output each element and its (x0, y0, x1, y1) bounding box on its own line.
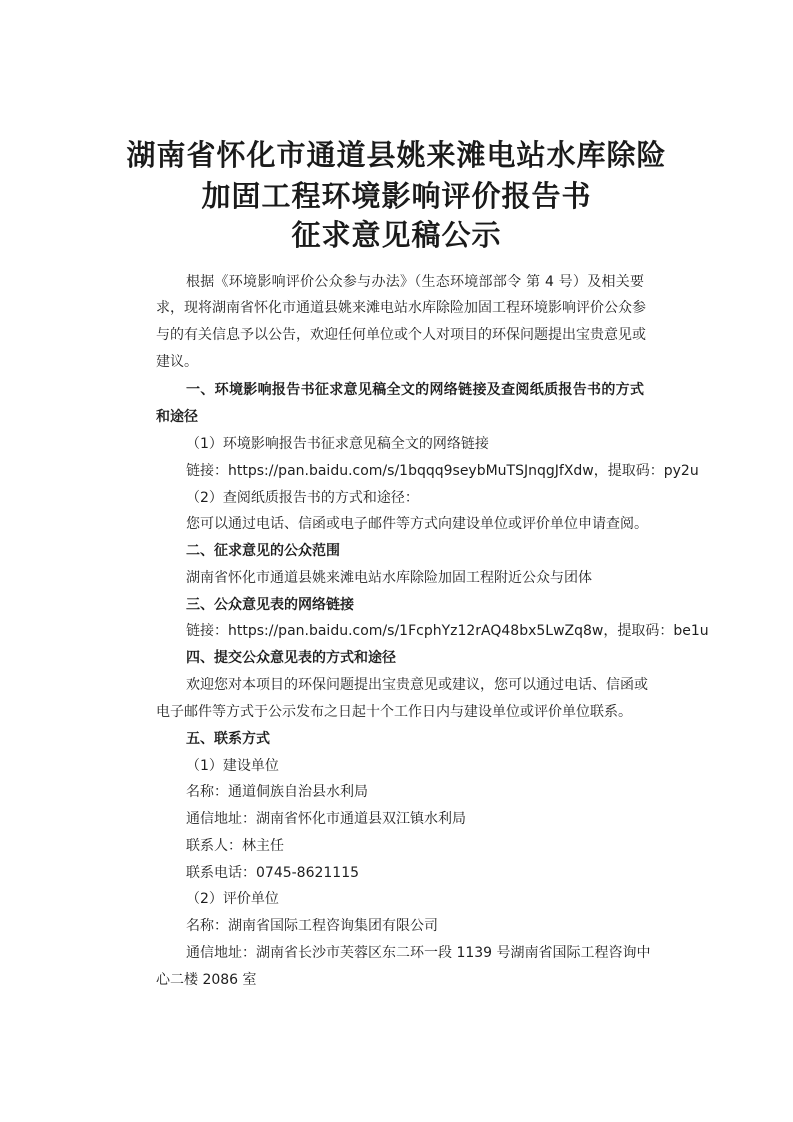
section-1-sub-2: （2）查阅纸质报告书的方式和途径： (186, 490, 419, 506)
evaluator-address-cont: 心二楼 2086 室 (156, 972, 257, 988)
intro-line-3: 与的有关信息予以公告，欢迎任何单位或个人对项目的环保问题提出宝贵意见或 (156, 327, 646, 343)
section-4-line-2: 电子邮件等方式于公示发布之日起十个工作日内与建设单位或评价单位联系。 (156, 704, 632, 720)
section-1-sub-1: （1）环境影响报告书征求意见稿全文的网络链接 (186, 436, 489, 452)
section-1-text: 您可以通过电话、信函或电子邮件等方式向建设单位或评价单位申请查阅。 (186, 516, 648, 532)
builder-phone: 联系电话：0745-8621115 (186, 865, 360, 881)
section-4-line-1: 欢迎您对本项目的环保问题提出宝贵意见或建议，您可以通过电话、信函或 (186, 677, 648, 693)
builder-label: （1）建设单位 (186, 758, 279, 774)
title-line-1: 湖南省怀化市通道县姚来滩电站水库除险 (126, 138, 667, 172)
builder-name: 名称：通道侗族自治县水利局 (186, 784, 368, 800)
report-link[interactable]: 链接：https://pan.baidu.com/s/1bqqq9seybMuTSJnqgJfXdw，提取码：py2u (186, 463, 699, 479)
evaluator-name: 名称：湖南省国际工程咨询集团有限公司 (186, 918, 438, 934)
evaluator-address: 通信地址：湖南省长沙市芙蓉区东二环一段 1139 号湖南省国际工程咨询中 (186, 945, 651, 961)
opinion-form-link[interactable]: 链接：https://pan.baidu.com/s/1FcphYz12rAQ48bx5LwZq8w，提取码：be1u (186, 623, 709, 639)
section-4-heading: 四、提交公众意见表的方式和途径 (186, 650, 396, 666)
section-1-heading: 一、环境影响报告书征求意见稿全文的网络链接及查阅纸质报告书的方式 (186, 382, 644, 398)
intro-line-2: 求，现将湖南省怀化市通道县姚来滩电站水库除险加固工程环境影响评价公众参 (156, 300, 646, 316)
intro-line-1: 根据《环境影响评价公众参与办法》（生态环境部部令 第 4 号）及相关要 (186, 274, 644, 290)
title-line-3: 征求意见稿公示 (291, 218, 502, 252)
builder-address: 通信地址：湖南省怀化市通道县双江镇水利局 (186, 811, 466, 827)
evaluator-label: （2）评价单位 (186, 891, 279, 907)
builder-contact: 联系人：林主任 (186, 838, 284, 854)
section-5-heading: 五、联系方式 (186, 731, 270, 747)
section-2-text: 湖南省怀化市通道县姚来滩电站水库除险加固工程附近公众与团体 (186, 570, 592, 586)
section-3-heading: 三、公众意见表的网络链接 (186, 597, 354, 613)
intro-line-4: 建议。 (156, 354, 198, 370)
section-2-heading: 二、征求意见的公众范围 (186, 543, 340, 559)
title-line-2: 加固工程环境影响评价报告书 (201, 179, 592, 213)
section-1-heading-cont: 和途径 (156, 409, 198, 425)
